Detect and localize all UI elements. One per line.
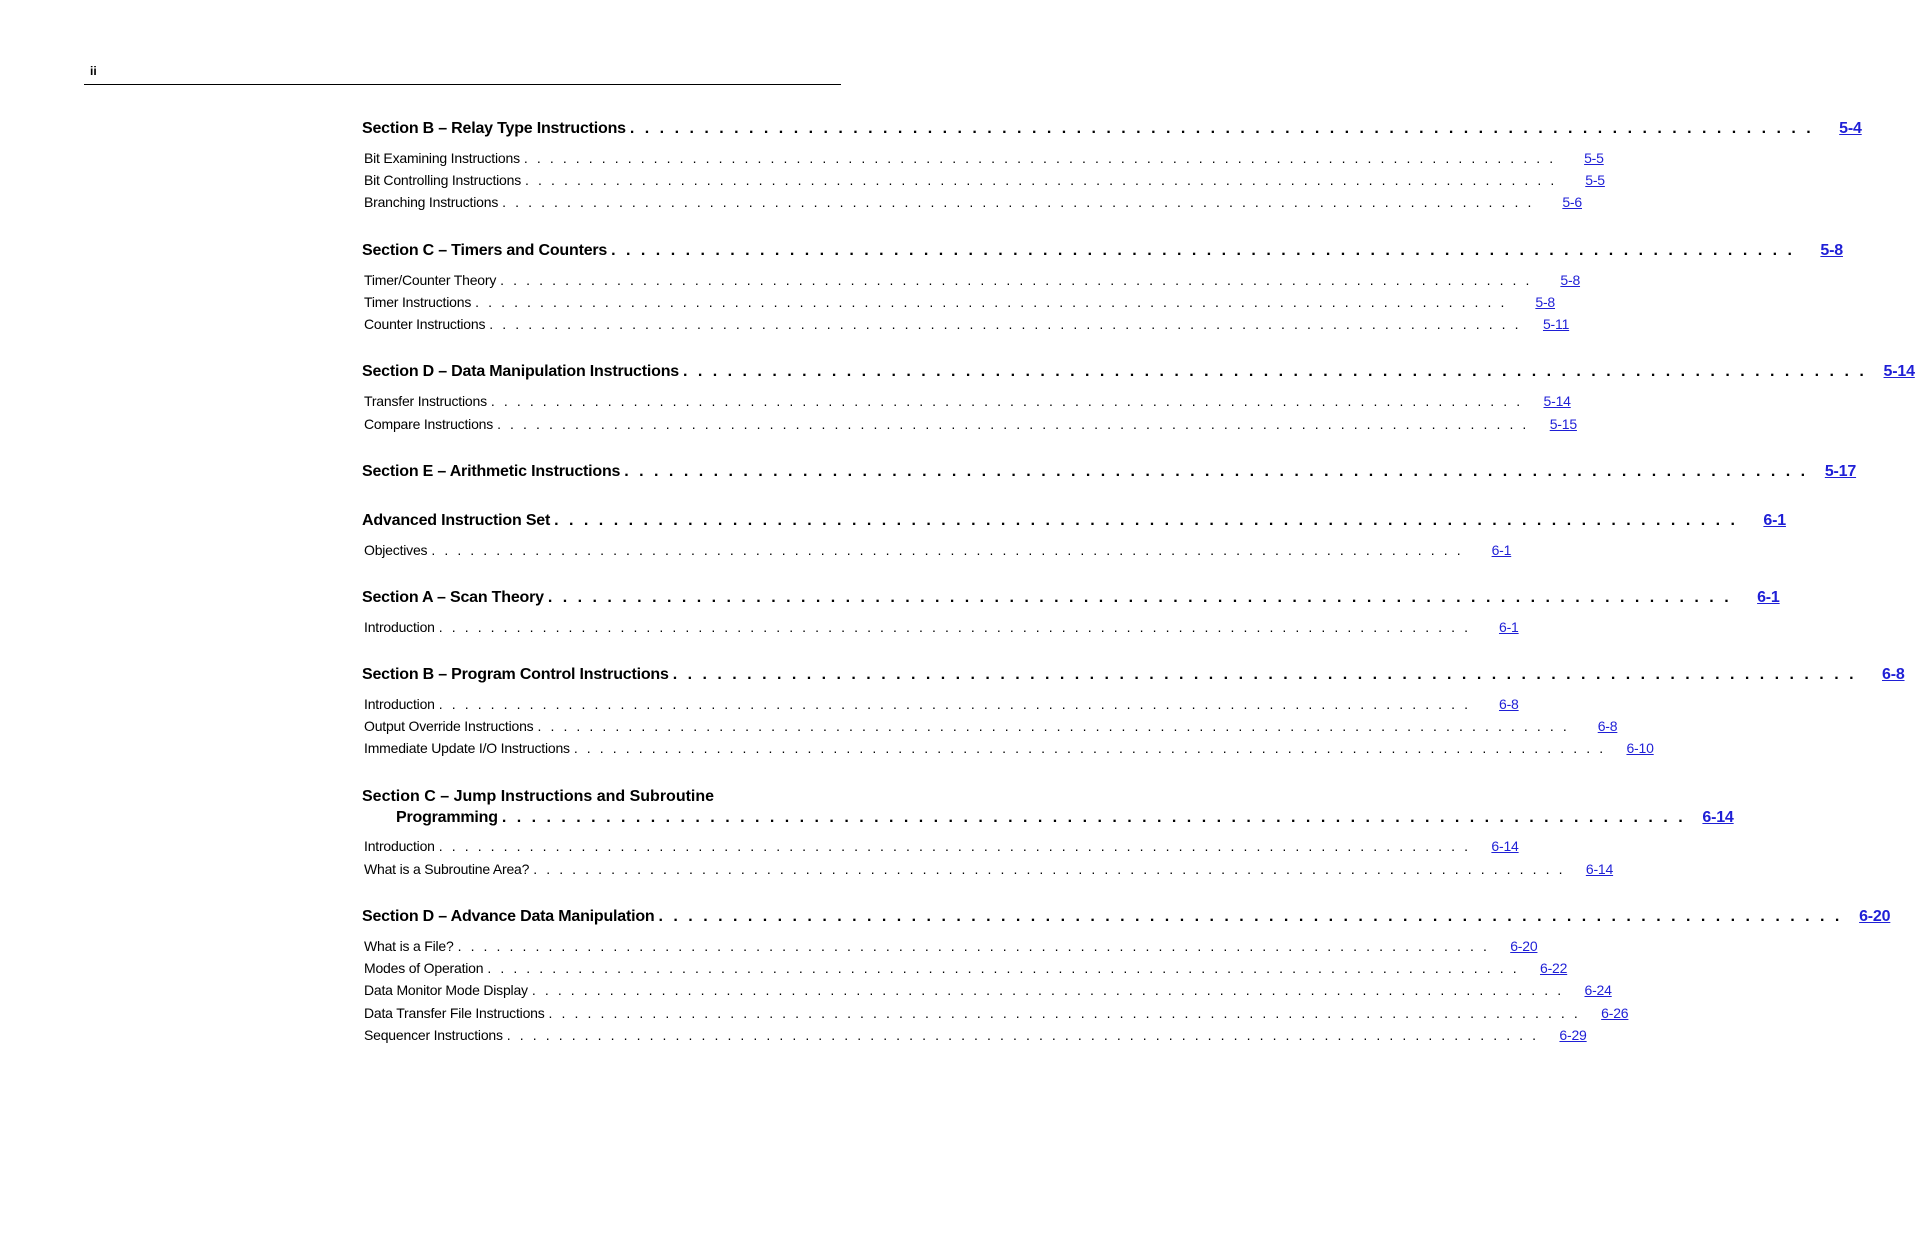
toc-entry-title: Section D – Advance Data Manipulation xyxy=(362,908,655,925)
toc-page-link[interactable]: 5-11 xyxy=(1542,316,1570,332)
toc-entry xyxy=(364,194,1582,210)
toc-section-heading xyxy=(362,242,1843,260)
toc-page-link[interactable]: 6-14 xyxy=(1491,838,1519,854)
toc-entry-title: Data Monitor Mode Display xyxy=(364,982,528,998)
toc-section-heading xyxy=(362,908,1891,926)
toc-entry-title: Data Transfer File Instructions xyxy=(364,1005,545,1021)
toc-entry xyxy=(364,1005,1629,1021)
toc-page-link[interactable]: 6-1 xyxy=(1498,619,1519,635)
toc-entry xyxy=(364,982,1612,998)
dot-leader: . . . . . . . . . . . . . . . . . . . . . . . . . . . . . . . . . . . . . . . . . . . . . . . . . . . . . . . . . . . . . . . . . . . . . . . . . . . . . . . . xyxy=(548,1005,1581,1021)
toc-entry xyxy=(364,960,1568,976)
toc-entry xyxy=(364,740,1654,756)
dot-leader: . . . . . . . . . . . . . . . . . . . . . . . . . . . . . . . . . . . . . . . . . . . . . . . . . . . . . . . . . . . . . . . . . . . . . . . . . . . . . . . . xyxy=(438,838,1471,854)
toc-page-link[interactable]: 6-24 xyxy=(1584,982,1612,998)
toc-entry xyxy=(364,172,1605,188)
toc-entry xyxy=(364,542,1512,558)
toc-page-link[interactable]: 5-4 xyxy=(1839,120,1862,137)
dot-leader: . . . . . . . . . . . . . . . . . . . . . . . . . . . . . . . . . . . . . . . . . . . . . . . . . . . . . . . . . . . . . . . . . . . . . . . . . . . . . . . . xyxy=(523,150,1556,166)
dot-leader: . . . . . . . . . . . . . . . . . . . . . . . . . . . . . . . . . . . . . . . . . . . . . . . . . . . . . . . . . . . . . . . . . . . . . . . . . . . . . . . . xyxy=(501,809,1686,826)
toc-entry xyxy=(364,1027,1587,1043)
toc-entry-title: Branching Instructions xyxy=(364,194,499,210)
toc-entry xyxy=(364,272,1581,288)
toc-page-link[interactable]: 5-8 xyxy=(1535,294,1555,310)
toc-section-heading xyxy=(362,363,1915,381)
toc-entry-title: Introduction xyxy=(364,838,435,854)
dot-leader: . . . . . . . . . . . . . . . . . . . . . . . . . . . . . . . . . . . . . . . . . . . . . . . . . . . . . . . . . . . . . . . . . . . . . . . . . . . . . . . . xyxy=(547,589,1732,606)
toc-section-heading xyxy=(362,120,1862,138)
toc-entry-title: Advanced Instruction Set xyxy=(362,512,551,529)
toc-entry xyxy=(364,619,1519,635)
toc-page-link[interactable]: 5-5 xyxy=(1584,150,1604,166)
toc-entry-title: Timer/Counter Theory xyxy=(364,272,497,288)
toc-entry-title: Transfer Instructions xyxy=(364,393,487,409)
toc-page-link[interactable]: 5-5 xyxy=(1585,172,1605,188)
toc-entry xyxy=(364,838,1519,854)
toc-page-link[interactable]: 6-20 xyxy=(1859,908,1891,925)
dot-leader: . . . . . . . . . . . . . . . . . . . . . . . . . . . . . . . . . . . . . . . . . . . . . . . . . . . . . . . . . . . . . . . . . . . . . . . . . . . . . . . . xyxy=(475,294,1507,310)
toc-entry xyxy=(364,938,1538,954)
toc-entry xyxy=(364,316,1570,332)
toc-page-link[interactable]: 6-1 xyxy=(1491,542,1512,558)
dot-leader: . . . . . . . . . . . . . . . . . . . . . . . . . . . . . . . . . . . . . . . . . . . . . . . . . . . . . . . . . . . . . . . . . . . . . . . . . . . . . . . . xyxy=(629,120,1814,137)
dot-leader: . . . . . . . . . . . . . . . . . . . . . . . . . . . . . . . . . . . . . . . . . . . . . . . . . . . . . . . . . . . . . . . . . . . . . . . . . . . . . . . . xyxy=(611,242,1795,259)
dot-leader: . . . . . . . . . . . . . . . . . . . . . . . . . . . . . . . . . . . . . . . . . . . . . . . . . . . . . . . . . . . . . . . . . . . . . . . . . . . . . . . . xyxy=(497,416,1529,432)
toc-page-link[interactable]: 6-1 xyxy=(1757,589,1780,606)
toc-entry-title: Introduction xyxy=(364,696,435,712)
dot-leader: . . . . . . . . . . . . . . . . . . . . . . . . . . . . . . . . . . . . . . . . . . . . . . . . . . . . . . . . . . . . . . . . . . . . . . . . . . . . . . . . xyxy=(531,982,1564,998)
dot-leader: . . . . . . . . . . . . . . . . . . . . . . . . . . . . . . . . . . . . . . . . . . . . . . . . . . . . . . . . . . . . . . . . . . . . . . . . . . . . . . . . xyxy=(525,172,1557,188)
toc-entry-title: Section C – Jump Instructions and Subroutine xyxy=(362,788,715,805)
toc-entry xyxy=(364,416,1577,432)
toc-entry-title: Bit Controlling Instructions xyxy=(364,172,522,188)
dot-leader: . . . . . . . . . . . . . . . . . . . . . . . . . . . . . . . . . . . . . . . . . . . . . . . . . . . . . . . . . . . . . . . . . . . . . . . . . . . . . . . . xyxy=(457,938,1490,954)
dot-leader: . . . . . . . . . . . . . . . . . . . . . . . . . . . . . . . . . . . . . . . . . . . . . . . . . . . . . . . . . . . . . . . . . . . . . . . . . . . . . . . . xyxy=(672,666,1857,683)
toc-section-heading xyxy=(362,512,1786,530)
toc-entry-title: Modes of Operation xyxy=(364,960,484,976)
toc-page-link[interactable]: 5-14 xyxy=(1883,363,1915,380)
toc-entry-title: Counter Instructions xyxy=(364,316,486,332)
toc-page-link[interactable]: 5-14 xyxy=(1543,393,1571,409)
dot-leader: . . . . . . . . . . . . . . . . . . . . . . . . . . . . . . . . . . . . . . . . . . . . . . . . . . . . . . . . . . . . . . . . . . . . . . . . . . . . . . . . xyxy=(682,363,1867,380)
toc-entry-title: Programming xyxy=(396,809,498,826)
toc-entry-title: Section B – Program Control Instructions xyxy=(362,666,669,683)
toc-entry-title: Timer Instructions xyxy=(364,294,472,310)
toc-page-link[interactable]: 6-14 xyxy=(1702,809,1734,826)
toc-page-link[interactable]: 6-8 xyxy=(1498,696,1519,712)
toc-entry xyxy=(364,718,1618,734)
toc-page-link[interactable]: 6-22 xyxy=(1539,960,1568,976)
toc-entry xyxy=(364,150,1604,166)
dot-leader: . . . . . . . . . . . . . . . . . . . . . . . . . . . . . . . . . . . . . . . . . . . . . . . . . . . . . . . . . . . . . . . . . . . . . . . . . . . . . . . . xyxy=(506,1027,1539,1043)
toc-page-link[interactable]: 6-29 xyxy=(1559,1027,1587,1043)
toc-entry-title: Section E – Arithmetic Instructions xyxy=(362,463,621,480)
toc-entry xyxy=(364,696,1519,712)
toc-page-link[interactable]: 5-15 xyxy=(1549,416,1577,432)
dot-leader: . . . . . . . . . . . . . . . . . . . . . . . . . . . . . . . . . . . . . . . . . . . . . . . . . . . . . . . . . . . . . . . . . . . . . . . . . . . . . . . . xyxy=(658,908,1843,925)
dot-leader: . . . . . . . . . . . . . . . . . . . . . . . . . . . . . . . . . . . . . . . . . . . . . . . . . . . . . . . . . . . . . . . . . . . . . . . . . . . . . . . . xyxy=(438,696,1471,712)
toc-entry-title: Section C – Timers and Counters xyxy=(362,242,608,259)
toc-entry-title: Immediate Update I/O Instructions xyxy=(364,740,570,756)
toc-page-link[interactable]: 6-8 xyxy=(1597,718,1618,734)
toc-page-link[interactable]: 6-20 xyxy=(1510,938,1538,954)
toc-section-heading xyxy=(362,666,1905,684)
dot-leader: . . . . . . . . . . . . . . . . . . . . . . . . . . . . . . . . . . . . . . . . . . . . . . . . . . . . . . . . . . . . . . . . . . . . . . . . . . . . . . . . xyxy=(500,272,1533,288)
toc-section-heading xyxy=(362,788,842,806)
toc-page-link[interactable]: 5-8 xyxy=(1820,242,1843,259)
toc-entry xyxy=(364,294,1555,310)
dot-leader: . . . . . . . . . . . . . . . . . . . . . . . . . . . . . . . . . . . . . . . . . . . . . . . . . . . . . . . . . . . . . . . . . . . . . . . . . . . . . . . . xyxy=(487,960,1520,976)
dot-leader: . . . . . . . . . . . . . . . . . . . . . . . . . . . . . . . . . . . . . . . . . . . . . . . . . . . . . . . . . . . . . . . . . . . . . . . . . . . . . . . . xyxy=(490,393,1523,409)
toc-section-heading xyxy=(362,463,1857,481)
dot-leader: . . . . . . . . . . . . . . . . . . . . . . . . . . . . . . . . . . . . . . . . . . . . . . . . . . . . . . . . . . . . . . . . . . . . . . . . . . . . . . . . xyxy=(489,316,1522,332)
toc-entry xyxy=(364,861,1614,877)
toc-entry-title: What is a File? xyxy=(364,938,454,954)
toc-entry xyxy=(364,393,1571,409)
toc-entry-title: Objectives xyxy=(364,542,428,558)
dot-leader: . . . . . . . . . . . . . . . . . . . . . . . . . . . . . . . . . . . . . . . . . . . . . . . . . . . . . . . . . . . . . . . . . . . . . . . . . . . . . . . . xyxy=(537,718,1570,734)
toc-entry-title: Section A – Scan Theory xyxy=(362,589,544,606)
toc-entry-title: Section B – Relay Type Instructions xyxy=(362,120,626,137)
dot-leader: . . . . . . . . . . . . . . . . . . . . . . . . . . . . . . . . . . . . . . . . . . . . . . . . . . . . . . . . . . . . . . . . . . . . . . . . . . . . . . . . xyxy=(573,740,1606,756)
toc-page-link[interactable]: 6-14 xyxy=(1585,861,1614,877)
toc-section-heading xyxy=(362,809,1734,827)
dot-leader: . . . . . . . . . . . . . . . . . . . . . . . . . . . . . . . . . . . . . . . . . . . . . . . . . . . . . . . . . . . . . . . . . . . . . . . . . . . . . . . . xyxy=(431,542,1464,558)
toc-page-link[interactable]: 5-17 xyxy=(1824,463,1857,480)
toc-entry-title: Sequencer Instructions xyxy=(364,1027,503,1043)
toc-entry-title: Compare Instructions xyxy=(364,416,494,432)
dot-leader: . . . . . . . . . . . . . . . . . . . . . . . . . . . . . . . . . . . . . . . . . . . . . . . . . . . . . . . . . . . . . . . . . . . . . . . . . . . . . . . . xyxy=(554,512,1738,529)
toc-page-link[interactable]: 6-1 xyxy=(1763,512,1786,529)
toc-page-link[interactable]: 6-26 xyxy=(1601,1005,1629,1021)
toc-entry-title: Introduction xyxy=(364,619,435,635)
page-folio: ii xyxy=(90,64,97,78)
toc-page-link[interactable]: 6-10 xyxy=(1626,740,1654,756)
toc-entry-title: Bit Examining Instructions xyxy=(364,150,520,166)
dot-leader: . . . . . . . . . . . . . . . . . . . . . . . . . . . . . . . . . . . . . . . . . . . . . . . . . . . . . . . . . . . . . . . . . . . . . . . . . . . . . . . . xyxy=(624,463,1809,480)
toc-entry-title: Output Override Instructions xyxy=(364,718,534,734)
toc-section-heading xyxy=(362,589,1780,607)
toc-entry-title: What is a Subroutine Area? xyxy=(364,861,530,877)
toc-page-link[interactable]: 5-8 xyxy=(1560,272,1581,288)
dot-leader: . . . . . . . . . . . . . . . . . . . . . . . . . . . . . . . . . . . . . . . . . . . . . . . . . . . . . . . . . . . . . . . . . . . . . . . . . . . . . . . . xyxy=(438,619,1471,635)
toc-entry-title: Section D – Data Manipulation Instructions xyxy=(362,363,679,380)
toc-page-link[interactable]: 5-6 xyxy=(1562,194,1582,210)
dot-leader: . . . . . . . . . . . . . . . . . . . . . . . . . . . . . . . . . . . . . . . . . . . . . . . . . . . . . . . . . . . . . . . . . . . . . . . . . . . . . . . . xyxy=(502,194,1534,210)
dot-leader: . . . . . . . . . . . . . . . . . . . . . . . . . . . . . . . . . . . . . . . . . . . . . . . . . . . . . . . . . . . . . . . . . . . . . . . . . . . . . . . . xyxy=(533,861,1566,877)
toc-page-link[interactable]: 6-8 xyxy=(1882,666,1905,683)
